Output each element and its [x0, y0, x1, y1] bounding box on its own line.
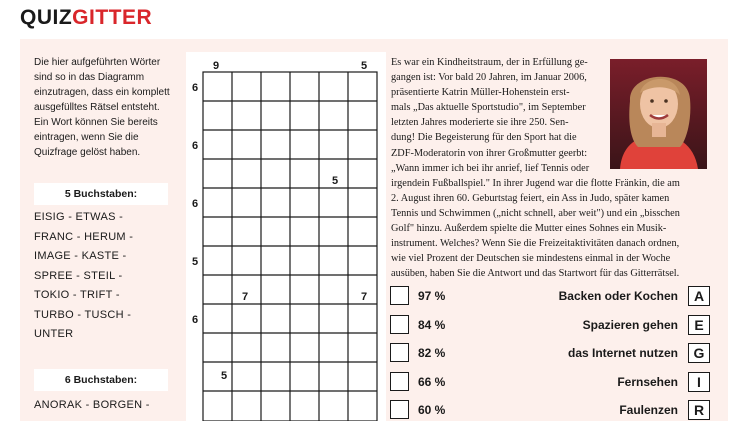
story-line: gangen ist: Vor bald 20 Jahren, im Januar 2006,	[391, 72, 587, 84]
story-line: ZDF-Moderatorin von ihrer Großmutter geerbt:	[391, 147, 588, 159]
answer-letter: I	[688, 372, 710, 392]
answer-checkbox[interactable]	[390, 400, 409, 419]
answer-percent: 84 %	[418, 318, 446, 332]
answer-checkbox[interactable]	[390, 372, 409, 391]
grid-svg	[186, 52, 386, 421]
answer-percent: 82 %	[418, 346, 446, 360]
story-line: präsentierte Katrin Müller-Hohenstein erst-	[391, 87, 570, 99]
grid-number: 6	[192, 198, 199, 210]
story-line: 2. August ihren 60. Geburtstag feiert, ein Ass in Judo, später kamen	[391, 192, 670, 204]
grid-number: 5	[361, 60, 368, 72]
grid-number: 5	[221, 370, 228, 382]
story-line: dung! Die Begeisterung für den Sport hat die	[391, 132, 577, 144]
grid-number: 7	[361, 291, 368, 303]
instructions-text: Die hier aufgeführten Wörter sind so in das Diagramm einzutragen, dass ein komplett ausgefülltes Rätsel entsteht. Ein Wort können Sie bereits eintragen, wenn Sie die Quizfrage gelöst haben.	[34, 57, 170, 158]
answer-letter: E	[688, 315, 710, 335]
grid-number: 9	[213, 60, 220, 72]
answer-letter: A	[688, 286, 710, 306]
story-line: mals „Das aktuelle Sportstudio", im September	[391, 102, 586, 114]
word-line: ANORAK - BORGEN -	[34, 399, 150, 411]
answer-percent: 97 %	[418, 289, 446, 303]
word-line: FRANC - HERUM -	[34, 230, 134, 243]
answer-activity: das Internet nutzen	[567, 346, 678, 360]
answer-row	[390, 315, 710, 337]
grid-number: 5	[332, 175, 339, 187]
answer-activity: Faulenzen	[619, 403, 678, 417]
story-line: wie viel Prozent der Deutschen sie mindestens einmal in der Woche	[391, 253, 671, 265]
answer-activity: Backen oder Kochen	[558, 289, 678, 303]
portrait-photo	[610, 59, 707, 169]
answer-row	[390, 286, 710, 308]
story-line: „Wann immer ich bei ihr anrief, lief Tennis oder	[391, 162, 590, 174]
answer-checkbox[interactable]	[390, 343, 409, 362]
answer-letter: R	[688, 400, 710, 420]
title-part-2: GITTER	[72, 6, 153, 29]
word-list-5-letters	[34, 208, 174, 345]
grid-number: 6	[192, 82, 199, 94]
answer-row	[390, 400, 710, 422]
crossword-grid[interactable]	[186, 52, 386, 421]
story-line: Tennis und Schwimmen („nicht schnell, aber weit") und ein „bisschen	[391, 207, 680, 219]
word-list-6-letters	[34, 396, 174, 416]
story-line: letzten Jahres moderierte sie ihre 250. Sen-	[391, 117, 569, 129]
answer-checkbox[interactable]	[390, 286, 409, 305]
section-heading-5-letters: 5 Buchstaben:	[34, 183, 168, 205]
story-line: instrument. Welches? Wenn Sie die Freizeitaktivitäten danach ordnen,	[391, 238, 680, 250]
title-part-1: QUIZ	[20, 6, 73, 29]
answer-activity: Fernsehen	[617, 375, 678, 389]
word-line: SPREE - STEIL -	[34, 269, 123, 282]
grid-number: 6	[192, 140, 199, 152]
story-line: irgendein Fußballspiel." In ihrer Jugend war die flotte Fränkin, die am	[391, 177, 680, 189]
section-heading-6-letters: 6 Buchstaben:	[34, 369, 168, 391]
grid-number: 6	[192, 314, 199, 326]
answer-activity: Spazieren gehen	[582, 318, 678, 332]
answer-row	[390, 343, 710, 365]
grid-number: 7	[242, 291, 249, 303]
answer-percent: 66 %	[418, 375, 446, 389]
story-line: ausüben, haben Sie die Antwort und das Startwort für das Gitterrätsel.	[391, 268, 680, 280]
answer-percent: 60 %	[418, 403, 446, 417]
grid-number: 5	[192, 256, 199, 268]
word-line: UNTER	[34, 328, 74, 340]
word-line: TURBO - TUSCH -	[34, 308, 132, 321]
word-line: IMAGE - KASTE -	[34, 250, 127, 262]
story-line: Golf" hinzu. Außerdem spielte die Mutter eines Sohnes ein Musik-	[391, 223, 667, 235]
page-title	[20, 6, 152, 30]
word-line: TOKIO - TRIFT -	[34, 289, 120, 301]
answer-checkbox[interactable]	[390, 315, 409, 334]
story-line: Es war ein Kindheitstraum, der in Erfüllung ge-	[391, 57, 588, 68]
answer-row	[390, 372, 710, 394]
answer-letter: G	[688, 343, 710, 363]
word-line: EISIG - ETWAS -	[34, 211, 124, 223]
